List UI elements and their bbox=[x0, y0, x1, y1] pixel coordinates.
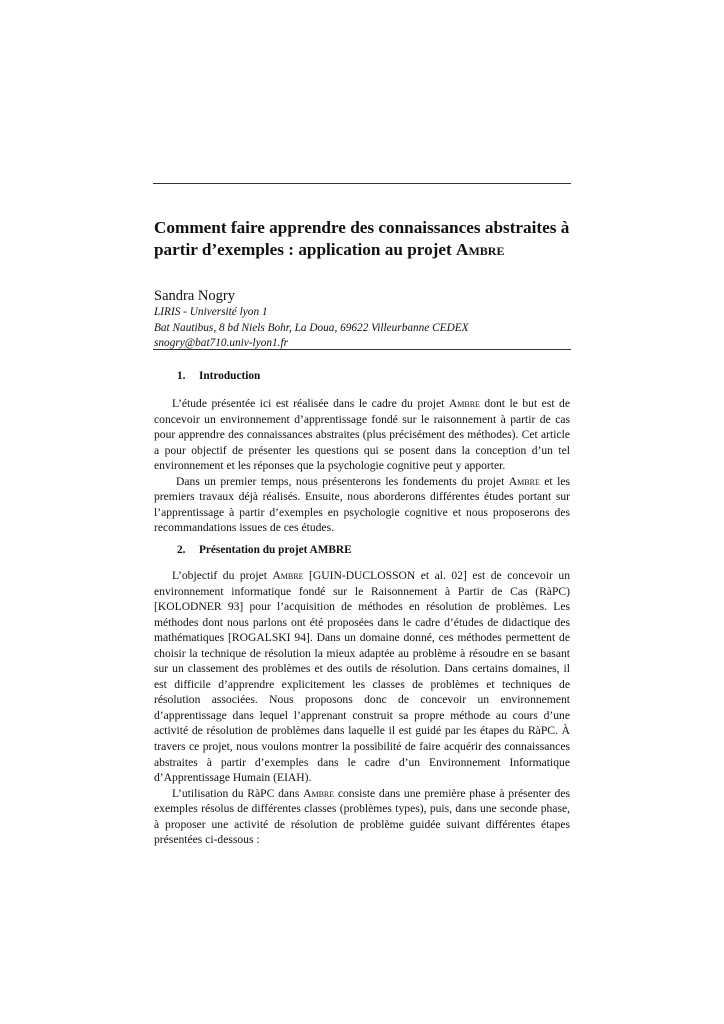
author-name: Sandra Nogry bbox=[154, 288, 235, 304]
ambre-smallcaps: Ambre bbox=[272, 569, 304, 582]
paragraph-text: L’utilisation du RàPC dans bbox=[172, 786, 304, 800]
section-number: 1. bbox=[177, 370, 186, 382]
ambre-smallcaps: Ambre bbox=[508, 474, 540, 488]
author-email: snogry@bat710.univ-lyon1.fr bbox=[154, 337, 289, 349]
author-affiliation: LIRIS - Université lyon 1 bbox=[154, 306, 268, 318]
paragraph-text: dont le but est de concevoir un environnement d’apprentissage fondé sur le raisonnement à partir de cas pour apprendre des connaissances abstraites (plus précisément des méthodes). Cet article a pour objectif de présenter les questions qui se posent dans la conception d’un tel environnement et les réponses que la psychologie cognitive peut y apporter. bbox=[154, 397, 570, 473]
paragraph bbox=[154, 568, 570, 786]
paragraph-text: [GUIN-DUCLOSSON et al. 02] est de concevoir un environnement informatique fondé sur le Raisonnement à Partir de Cas (RàPC) [KOLODNER 93] pour l’acquisition de méthodes en résolution de problèmes. Les méthodes dont nous parlons ont été proposées dans le cadre d’études de didactique des mathématiques [ROGALSKI 94]. Dans un domaine donné, ces méthodes permettent de choisir la technique de résolution la mieux adaptée au problème à résoudre en se basant sur un classement des problèmes et des outils de résolution. Dans certains domaines, il est difficile d’apprendre explicitement les classes de problèmes et techniques de résolution associées. Nous proposons donc de concevoir un environnement d’apprentissage dans lequel l’apprenant construit sa propre méthode au cours d’une activité de résolution de problèmes dans laquelle il est guidé par les étapes du RàPC. À travers ce projet, nous voulons montrer la possibilité de faire acquérir des connaissances abstraites à partir d’exemples dans le cadre d’un Environnement Informatique d’Apprentissage Humain (EIAH). bbox=[154, 569, 570, 785]
introduction-body bbox=[154, 396, 570, 536]
paragraph-text: consiste dans une première phase à présenter des exemples résolus de différentes classes (problèmes types), puis, dans une seconde phase, à proposer une activité de résolution de problème guidée suivant différentes étapes présentées ci-dessous : bbox=[154, 786, 570, 847]
title-text: Comment faire apprendre des connaissances abstraites à partir d’exemples : application au projet bbox=[154, 218, 570, 259]
section-title: Introduction bbox=[199, 370, 261, 382]
section-number: 2. bbox=[177, 544, 186, 556]
paragraph-text: L’étude présentée ici est réalisée dans le cadre du projet bbox=[172, 397, 449, 410]
ambre-smallcaps: Ambre bbox=[303, 786, 335, 800]
paragraph bbox=[154, 396, 570, 474]
header-bottom-rule bbox=[153, 349, 571, 350]
paper-title bbox=[154, 217, 574, 261]
paragraph-text: et les premiers travaux déjà réalisés. Ensuite, nous aborderons différentes études portant sur l’apprentissage à partir d’exemples en psychologie cognitive et nous proposerons des recommandations issues de ces études. bbox=[154, 474, 570, 535]
title-ambre: Ambre bbox=[456, 240, 505, 259]
top-rule bbox=[153, 183, 571, 184]
ambre-smallcaps: Ambre bbox=[448, 397, 480, 410]
presentation-body bbox=[154, 568, 570, 848]
section-heading-presentation bbox=[177, 544, 352, 556]
author-address: Bat Nautibus, 8 bd Niels Bohr, La Doua, 69622 Villeurbanne CEDEX bbox=[154, 322, 469, 334]
paragraph bbox=[154, 474, 570, 536]
paragraph bbox=[154, 786, 570, 848]
section-heading-introduction bbox=[177, 370, 260, 382]
paragraph-text: Dans un premier temps, nous présenterons les fondements du projet bbox=[176, 474, 509, 488]
paragraph-text: L’objectif du projet bbox=[172, 569, 273, 582]
section-title: Présentation du projet AMBRE bbox=[199, 544, 352, 556]
